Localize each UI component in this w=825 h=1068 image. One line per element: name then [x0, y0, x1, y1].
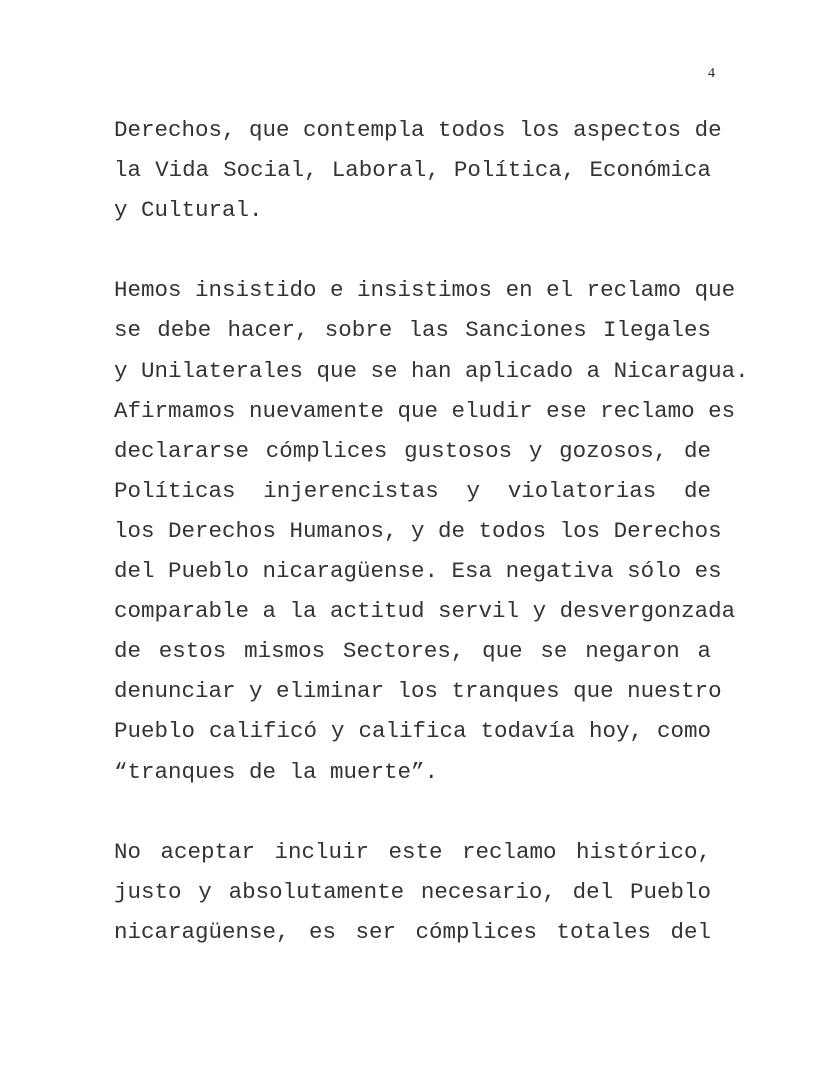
text-line: y Unilaterales que se han aplicado a Nicaragua. [114, 357, 749, 384]
text-line: se debe hacer, sobre las Sanciones Ilegales [114, 317, 711, 344]
text-line: justo y absolutamente necesario, del Pueblo [114, 878, 711, 905]
page-number: 4 [708, 66, 715, 81]
text-line: Hemos insistido e insistimos en el reclamo que [114, 277, 736, 304]
text-line: comparable a la actitud servil y desvergonzada [114, 598, 736, 625]
text-line: y Cultural. [114, 197, 263, 224]
paragraph-3 [114, 832, 711, 952]
text-line: No aceptar incluir este reclamo histórico, [114, 838, 711, 865]
text-line: los Derechos Humanos, y de todos los Derechos [114, 517, 722, 544]
text-line: denunciar y eliminar los tranques que nuestro [114, 678, 722, 705]
text-line: nicaragüense, es ser cómplices totales del [114, 918, 711, 945]
paragraph-1 [114, 110, 722, 230]
paragraph-gap [114, 792, 711, 832]
text-line: Derechos, que contempla todos los aspectos de [114, 117, 722, 143]
paragraph-2 [114, 270, 749, 791]
paragraph-gap [114, 230, 711, 270]
text-line: Políticas injerencistas y violatorias de [114, 477, 711, 504]
text-line: la Vida Social, Laboral, Política, Económica [114, 157, 711, 184]
text-line: del Pueblo nicaragüense. Esa negativa sólo es [114, 558, 722, 585]
text-line: “tranques de la muerte”. [114, 758, 439, 785]
text-line: declararse cómplices gustosos y gozosos, de [114, 437, 711, 464]
text-line: Afirmamos nuevamente que eludir ese reclamo es [114, 397, 736, 424]
text-line: Pueblo calificó y califica todavía hoy, como [114, 718, 711, 745]
text-line: de estos mismos Sectores, que se negaron a [114, 638, 711, 665]
body-text [114, 110, 749, 952]
